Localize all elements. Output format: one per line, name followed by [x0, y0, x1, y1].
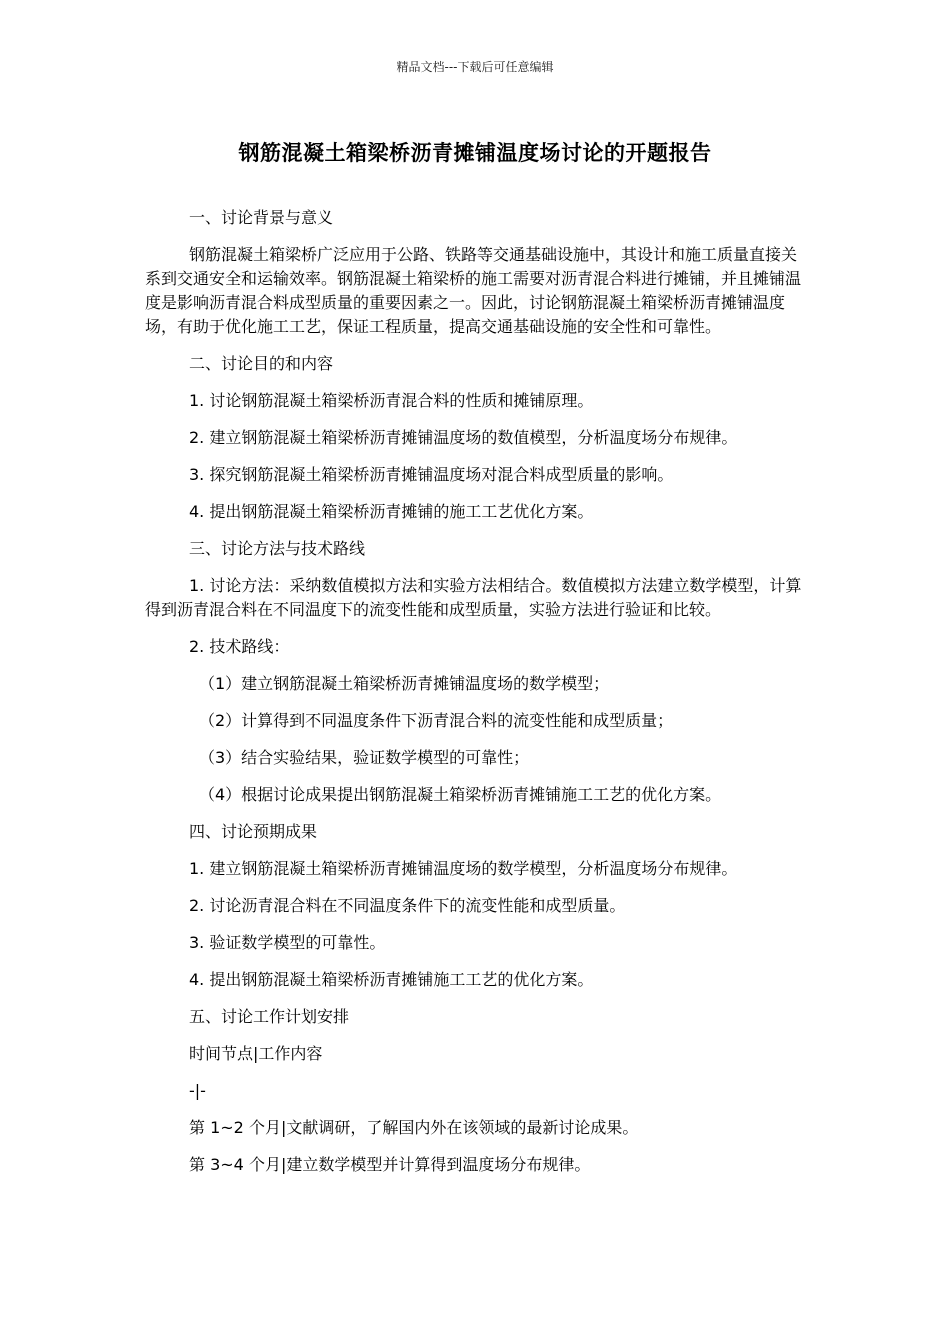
- section-heading: 三、讨论方法与技术路线: [189, 539, 366, 558]
- sub-list-item: （4）根据讨论成果提出钢筋混凝土箱梁桥沥青摊铺施工工艺的优化方案。: [199, 785, 722, 804]
- sub-list-item: （2）计算得到不同温度条件下沥青混合料的流变性能和成型质量；: [199, 711, 674, 730]
- section-heading: 四、讨论预期成果: [189, 822, 318, 841]
- list-item: 4. 提出钢筋混凝土箱梁桥沥青摊铺施工工艺的优化方案。: [189, 970, 594, 989]
- header-note: 精品文档---下载后可任意编辑: [396, 60, 554, 74]
- list-item: 3. 探究钢筋混凝土箱梁桥沥青摊铺温度场对混合料成型质量的影响。: [189, 465, 674, 484]
- body-paragraph: 钢筋混凝土箱梁桥广泛应用于公路、铁路等交通基础设施中，其设计和施工质量直接关系到交通安全和运输效率。钢筋混凝土箱梁桥的施工需要对沥青混合料进行摊铺，并且摊铺温度是影响沥青混合料成型质量的重要因素之一。因此，讨论钢筋混凝土箱梁桥沥青摊铺温度场，有助于优化施工工艺，保证工程质量，提高交通基础设施的安全性和可靠性。: [145, 245, 802, 336]
- body-paragraph: 1. 讨论方法：采纳数值模拟方法和实验方法相结合。数值模拟方法建立数学模型，计算得到沥青混合料在不同温度下的流变性能和成型质量，实验方法进行验证和比较。: [145, 576, 802, 619]
- table-row-text: 第 1~2 个月|文献调研，了解国内外在该领域的最新讨论成果。: [189, 1118, 639, 1137]
- table-separator-text: -|-: [189, 1081, 206, 1100]
- table-header-text: 时间节点|工作内容: [189, 1044, 323, 1063]
- list-item: 2. 技术路线：: [189, 637, 290, 656]
- document-title: 钢筋混凝土箱梁桥沥青摊铺温度场讨论的开题报告: [238, 141, 712, 165]
- section-heading: 五、讨论工作计划安排: [189, 1007, 350, 1026]
- list-item: 2. 讨论沥青混合料在不同温度条件下的流变性能和成型质量。: [189, 896, 626, 915]
- sub-list-item: （1）建立钢筋混凝土箱梁桥沥青摊铺温度场的数学模型；: [199, 674, 610, 693]
- sub-list-item: （3）结合实验结果，验证数学模型的可靠性；: [199, 748, 530, 767]
- list-item: 2. 建立钢筋混凝土箱梁桥沥青摊铺温度场的数值模型，分析温度场分布规律。: [189, 428, 738, 447]
- table-row-text: 第 3~4 个月|建立数学模型并计算得到温度场分布规律。: [189, 1155, 591, 1174]
- list-item: 1. 建立钢筋混凝土箱梁桥沥青摊铺温度场的数学模型，分析温度场分布规律。: [189, 859, 738, 878]
- section-heading: 二、讨论目的和内容: [189, 354, 334, 373]
- document-body: [145, 206, 805, 1190]
- list-item: 1. 讨论钢筋混凝土箱梁桥沥青混合料的性质和摊铺原理。: [189, 391, 594, 410]
- section-heading: 一、讨论背景与意义: [189, 208, 334, 227]
- list-item: 3. 验证数学模型的可靠性。: [189, 933, 386, 952]
- list-item: 4. 提出钢筋混凝土箱梁桥沥青摊铺的施工工艺优化方案。: [189, 502, 594, 521]
